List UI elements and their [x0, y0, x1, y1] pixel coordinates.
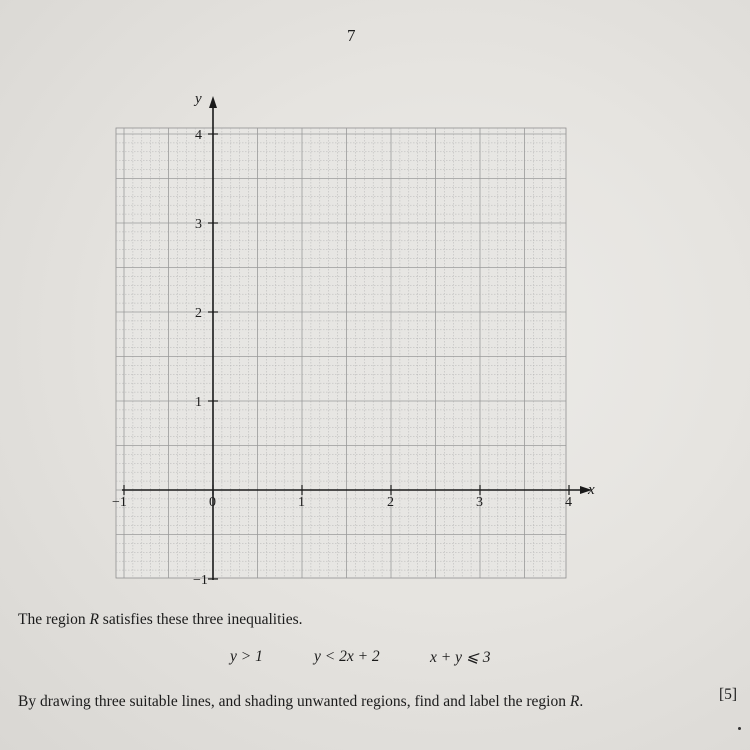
question-intro: [18, 611, 303, 629]
y-tick-label: 2: [195, 306, 202, 321]
question-instruction: [18, 693, 583, 711]
y-tick-label: −1: [193, 573, 208, 588]
x-axis-label: x: [588, 482, 595, 498]
y-tick-label: 1: [195, 395, 202, 410]
x-tick-label: 0: [209, 495, 216, 510]
x-tick-label: 4: [565, 495, 572, 510]
y-axis-label: y: [195, 91, 202, 107]
y-tick-label: 3: [195, 217, 202, 232]
question-intro-before: The region: [18, 611, 90, 628]
x-tick-label: 2: [387, 495, 394, 510]
grid-border: [116, 128, 566, 578]
page-speck: [738, 727, 741, 730]
y-axis-arrow: [209, 96, 217, 108]
question-intro-after: satisfies these three inequalities.: [98, 611, 303, 628]
region-variable-2: R: [569, 693, 580, 710]
inequality-1: y > 1: [230, 648, 263, 665]
y-tick-label: 4: [195, 128, 202, 143]
page-number: 7: [347, 26, 356, 45]
inequality-2: y < 2x + 2: [314, 648, 380, 665]
instruction-before: By drawing three suitable lines, and shading unwanted regions, find and label the region: [18, 693, 570, 710]
grid-minor-lines: [116, 128, 566, 578]
region-variable: R: [89, 611, 99, 628]
x-tick-label: 1: [298, 495, 305, 510]
x-tick-label: −1: [112, 495, 127, 510]
x-tick-label: 3: [476, 495, 483, 510]
marks-label: [5]: [719, 686, 738, 703]
instruction-after: .: [579, 693, 584, 710]
inequality-3: x + y ⩽ 3: [430, 649, 491, 666]
